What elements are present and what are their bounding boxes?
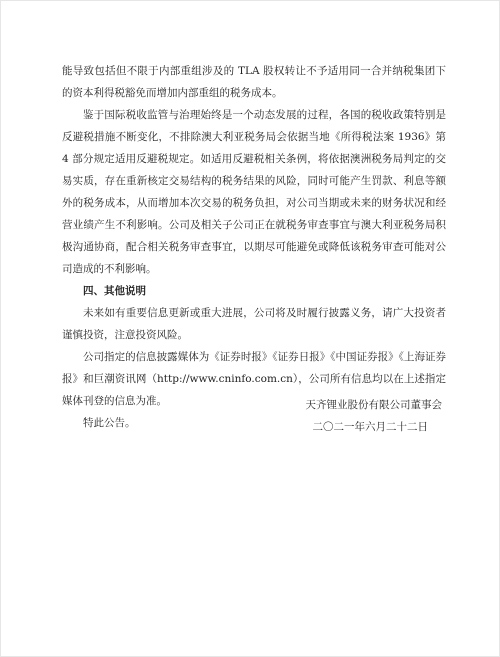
- paragraph-announcement-closing: 特此公告。: [83, 417, 136, 429]
- section-heading: 四、其他说明: [83, 285, 146, 297]
- paragraph-designated-media: 公司指定的信息披露媒体为《证券时报》《证券日报》《中国证券报》《上海证券报》和巨潮资讯网（http://www.cninfo.com.cn），公司所有信息均以在上述指定媒体刊登的信息为准。: [62, 351, 446, 407]
- paragraph-disclosure-obligation: 未来如有重要信息更新或重大进展，公司将及时履行披露义务，请广大投资者谨慎投资，注意投资风险。: [62, 307, 446, 341]
- paragraph-continuation: 能导致包括但不限于内部重组涉及的 TLA 股权转让不予适用同一合并纳税集团下的资本利得税豁免而增加内部重组的税务成本。: [62, 65, 446, 99]
- signature-company: 天齐锂业股份有限公司董事会: [305, 399, 442, 411]
- document-body: [62, 60, 446, 434]
- signature-block: [262, 394, 442, 438]
- paragraph-tax-risk: 鉴于国际税收监管与治理始终是一个动态发展的过程，各国的税收政策特别是反避税措施不断变化，不排除澳大利亚税务局会依据当地《所得税法案 1936》第 4 部分规定适用反避税规定。如适用反避税相关条例，将依据澳洲税务局判定的交易实质，存在重新核定交易结构的税务结果的风险，同时可能产生罚款、利息等额外的税务成本，从而增加本次交易的税务负担，对公司当期或未来的财务状况和经营业绩产生不利影响。公司及相关子公司正在就税务审查事宜与澳大利亚税务局积极沟通协商，配合相关税务审查事宜，以期尽可能避免或降低该税务审查可能对公司造成的不利影响。: [62, 109, 446, 275]
- signature-date: 二〇二一年六月二十二日: [312, 421, 428, 433]
